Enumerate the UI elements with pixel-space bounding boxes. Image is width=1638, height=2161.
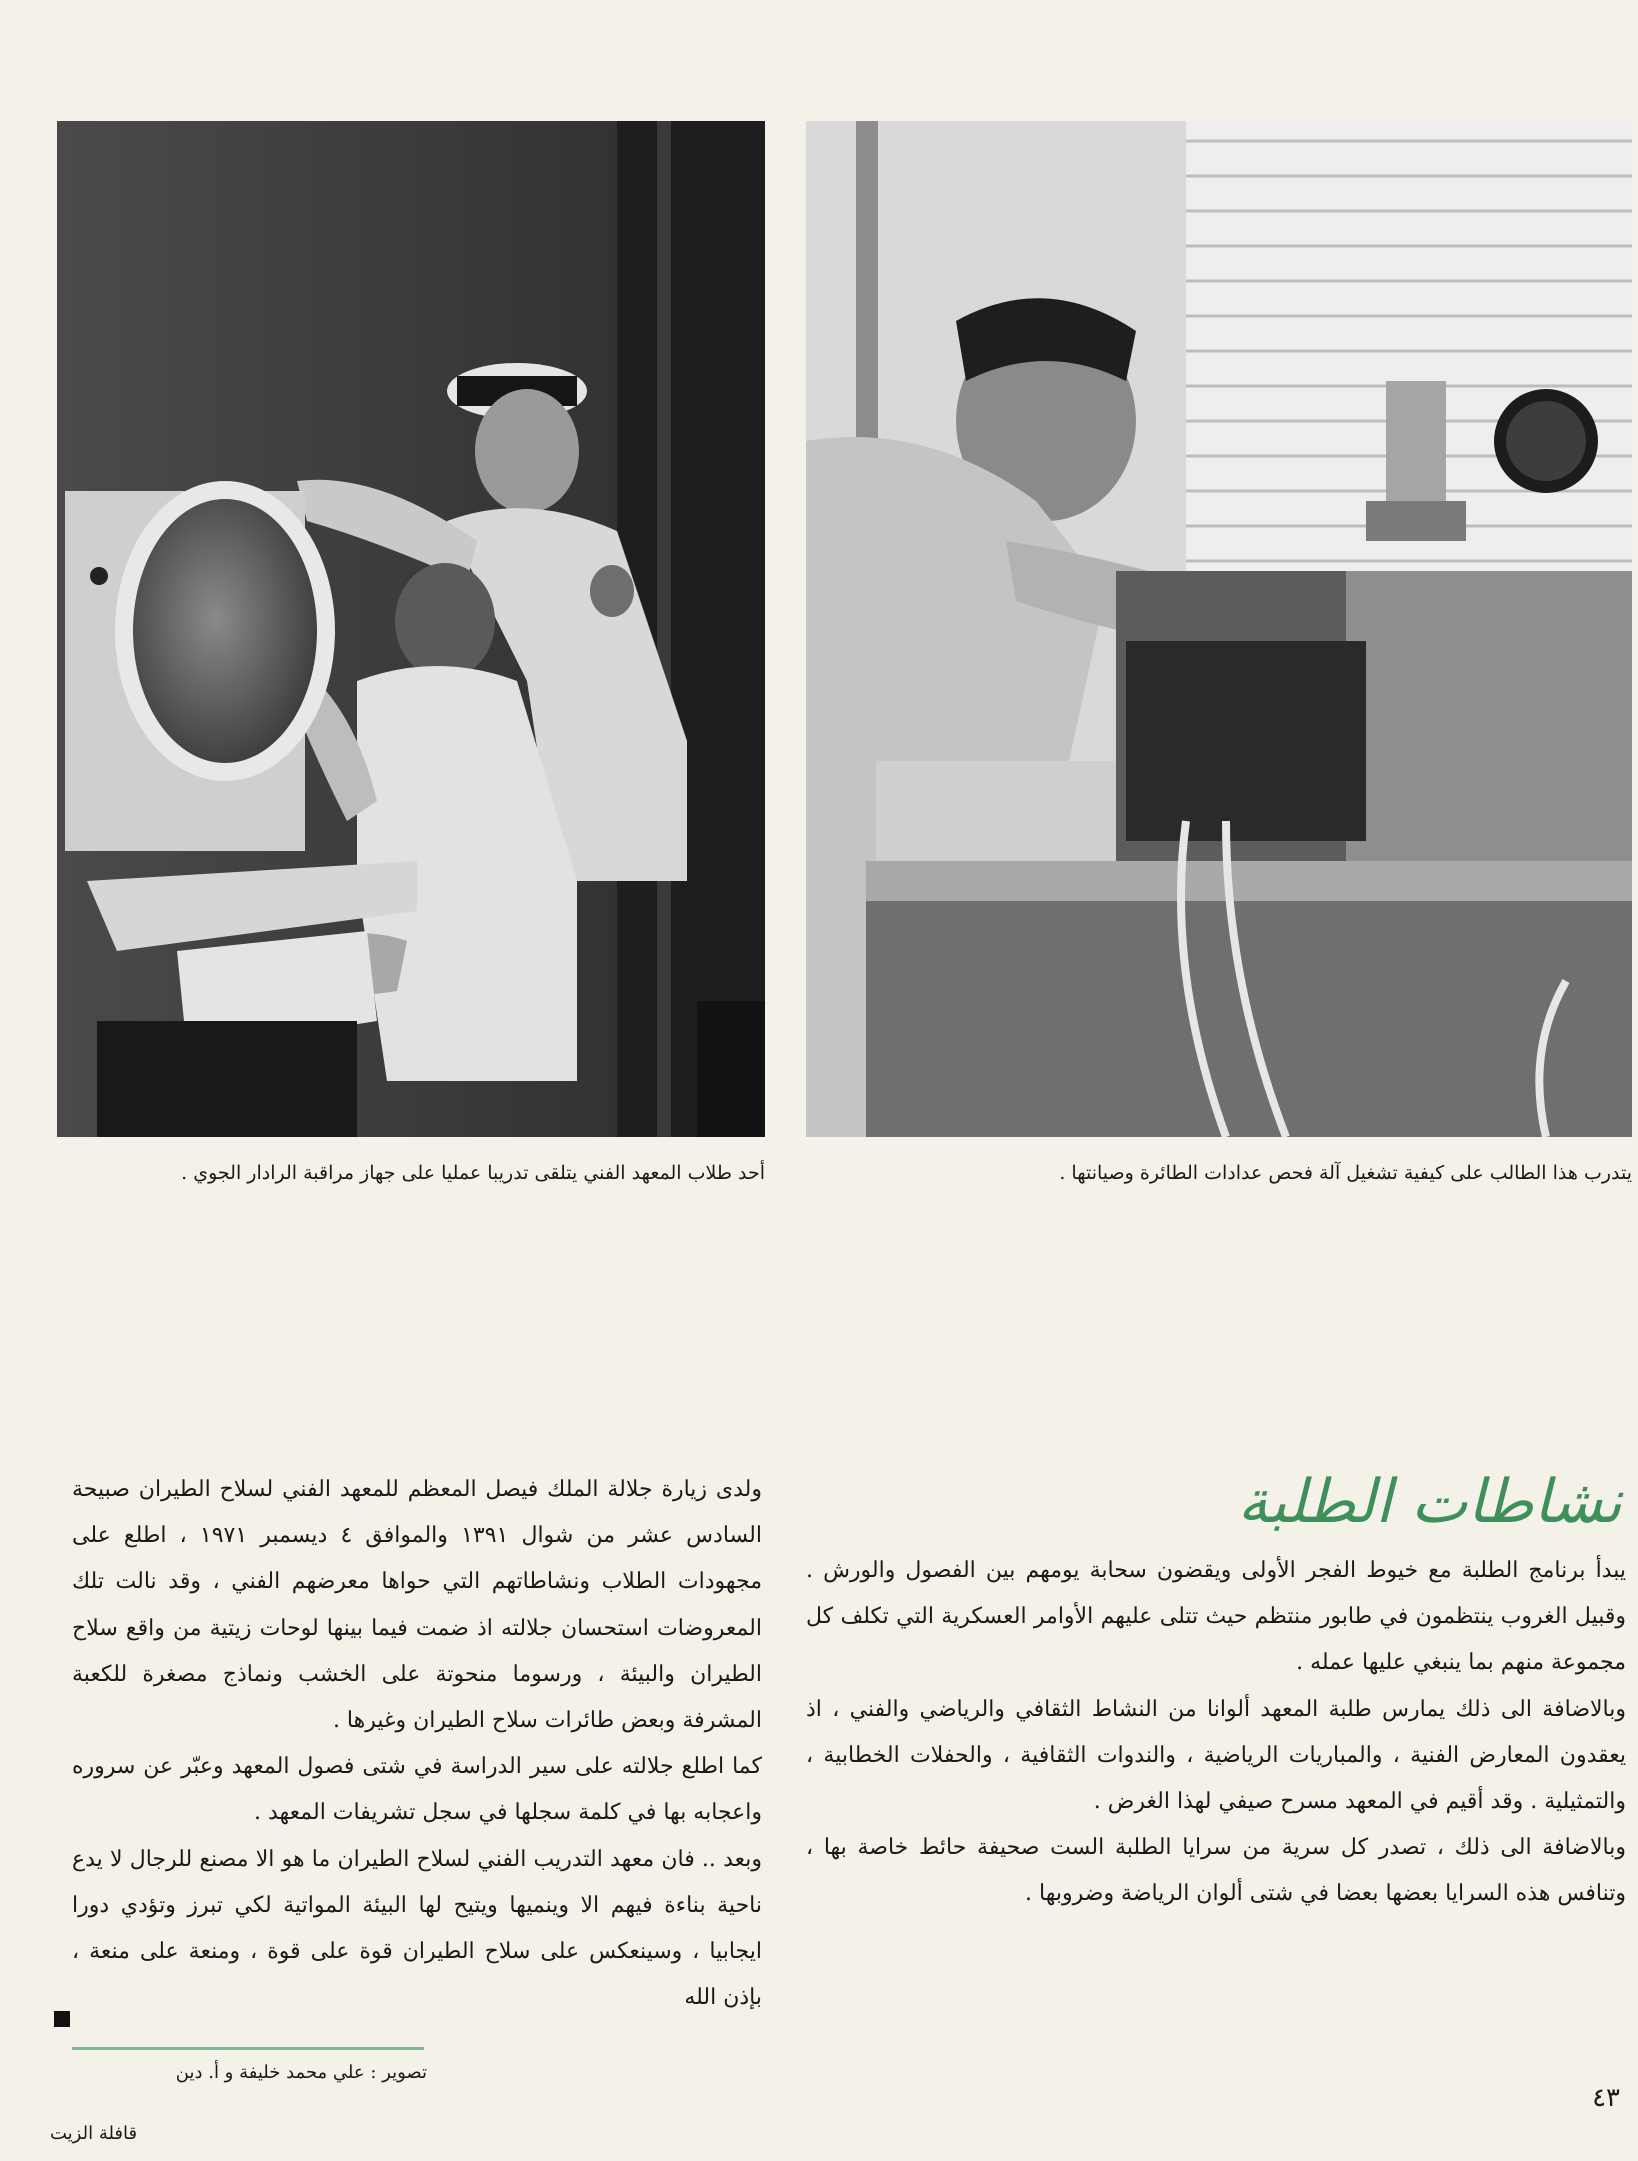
paragraph: ولدى زيارة جلالة الملك فيصل المعظم للمعهد الفني لسلاح الطيران صبيحة السادس عشر من شوال ١٣٩١ والموافق ٤ ديسمبر ١٩٧١ ، اطلع على مجهودات الطلاب ونشاطاتهم التي حواها معرضهم الفني ، وقد نالت تلك المعروضات استحسان جلالته اذ ضمت فيما بينها لوحات زيتية من واقع سلاح الطيران والبيئة ، ورسوما منحوتة على الخشب ونماذج مصغرة للكعبة المشرفة وبعض طائرات سلاح الطيران وغيرها .: [72, 1477, 762, 1734]
paragraph: وبالاضافة الى ذلك ، تصدر كل سرية من سرايا الطلبة الست صحيفة حائط خاصة بها ، وتنافس هذه السرايا بعضها بعضا في شتى ألوان الرياضة وضروبها .: [806, 1835, 1626, 1907]
paragraph: يبدأ برنامج الطلبة مع خيوط الفجر الأولى ويقضون سحابة يومهم بين الفصول والورش . وقبيل الغروب ينتظمون في طابور منتظم حيث تتلى عليهم الأوامر العسكرية التي تكلف كل مجموعة منهم بما ينبغي عليها عمله .: [806, 1558, 1626, 1676]
section-heading: نشاطات الطلبة: [1237, 1467, 1622, 1537]
photo-instrument-testing: [806, 121, 1632, 1137]
radar-training-illustration: [57, 121, 765, 1137]
magazine-name: قافلة الزيت: [50, 2123, 138, 2144]
article-column-right: [806, 1548, 1626, 1918]
paragraph: كما اطلع جلالته على سير الدراسة في شتى فصول المعهد وعبّر عن سروره واعجابه بها في كلمة سجلها في سجل تشريفات المعهد .: [72, 1754, 762, 1826]
photo-credit: تصوير : علي محمد خليفة و أ. دين: [175, 2062, 427, 2083]
paragraph: وبعد .. فان معهد التدريب الفني لسلاح الطيران ما هو الا مصنع للرجال لا يدع ناحية بناءة فيهم الا وينميها ويتيح لها البيئة المواتية لكي تبرز وتؤدي دورا ايجابيا ، وسينعكس على سلاح الطيران قوة على قوة ، ومنعة على منعة ، بإذن الله: [72, 1846, 762, 2011]
photo-radar-training: [57, 121, 765, 1137]
paragraph: وبالاضافة الى ذلك يمارس طلبة المعهد ألوانا من النشاط الثقافي والرياضي والفني ، اذ يعقدون المعارض الفنية ، والمباريات الرياضية ، والندوات الثقافية ، والحفلات الخطابية ، والتمثيلية . وقد أقيم في المعهد مسرح صيفي لهذا الغرض .: [806, 1696, 1626, 1815]
caption-instrument-photo: يتدرب هذا الطالب على كيفية تشغيل آلة فحص عدادات الطائرة وصيانتها .: [1059, 1162, 1632, 1184]
caption-radar-photo: أحد طلاب المعهد الفني يتلقى تدريبا عمليا على جهاز مراقبة الرادار الجوي .: [181, 1162, 765, 1184]
credit-divider: [72, 2047, 424, 2050]
page-number: ٤٣: [1592, 2083, 1620, 2113]
article-column-left: [72, 1467, 762, 2021]
end-of-article-mark: [54, 2011, 70, 2027]
instrument-testing-illustration: [806, 121, 1632, 1137]
